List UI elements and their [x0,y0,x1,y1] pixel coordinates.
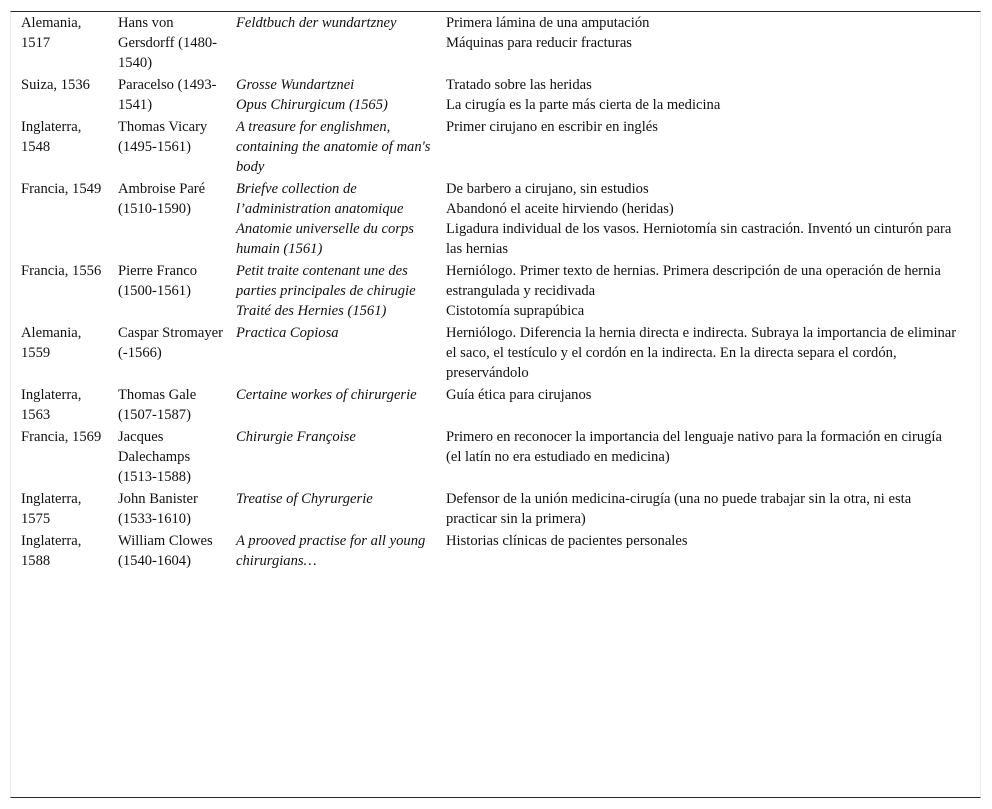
place-year-cell: Inglaterra, 1548 [21,119,82,155]
surgeon-cell: Pierre Franco (1500-1561) [118,263,198,299]
work-title: Certaine workes of chirurgerie [236,387,417,403]
works-cell [232,531,444,573]
contributions-cell [444,261,981,323]
place-year-cell: Inglaterra, 1575 [21,491,82,527]
contribution-text: Primero en reconocer la importancia del lenguaje nativo para la formación en cirugía (el latín no era estudiado en medicina) [446,429,942,465]
contributions-cell [444,323,981,385]
table-row [10,489,981,531]
work-title: Opus Chirurgicum (1565) [236,97,388,113]
works-cell [232,323,444,385]
contribution-text: Primer cirujano en escribir en inglés [446,119,658,135]
surgeon-cell: Caspar Stromayer (-1566) [118,325,223,361]
place-year-cell: Alemania, 1559 [21,325,82,361]
contributions-cell [444,385,981,427]
work-title: Anatomie universelle du corps humain (1561) [236,221,414,257]
surgeons-table [10,11,981,573]
surgeon-cell: Thomas Vicary (1495-1561) [118,119,208,155]
surgeon-cell: Thomas Gale (1507-1587) [118,387,197,423]
contribution-text: Herniólogo. Diferencia la hernia directa e indirecta. Subraya la importancia de eliminar el saco, el testículo y el cordón en la indirecta. En la directa separa el cordón, preservándolo [446,325,957,381]
work-title: Treatise of Chyrurgerie [236,491,373,507]
contributions-cell [444,117,981,179]
contributions-cell [444,179,981,261]
contributions-cell [444,427,981,489]
contributions-cell [444,531,981,573]
place-year-cell: Alemania, 1517 [21,15,82,51]
works-cell [232,75,444,117]
place-year-cell: Francia, 1556 [21,263,102,279]
work-title: A treasure for englishmen, containing the anatomie of man's body [236,119,431,175]
works-cell [232,261,444,323]
work-title: Chirurgie Françoise [236,429,356,445]
contribution-text: Defensor de la unión medicina-cirugía (una no puede trabajar sin la otra, ni esta practicar sin la primera) [446,491,912,527]
table-row [10,11,981,75]
place-year-cell: Suiza, 1536 [21,77,90,93]
contribution-text: Primera lámina de una amputación [446,15,650,31]
works-cell [232,427,444,489]
table-row [10,531,981,573]
surgeon-cell: William Clowes (1540-1604) [118,533,213,569]
contribution-text: Cistotomía suprapúbica [446,303,585,319]
table-row [10,75,981,117]
works-cell [232,489,444,531]
place-year-cell: Francia, 1549 [21,181,102,197]
works-cell [232,385,444,427]
work-title: Petit traite contenant une des parties principales de chirugie [236,263,416,299]
contributions-cell [444,489,981,531]
contribution-text: De barbero a cirujano, sin estudios [446,181,649,197]
contribution-text: La cirugía es la parte más cierta de la medicina [446,97,721,113]
contribution-text: Abandonó el aceite hirviendo (heridas) [446,201,674,217]
works-cell [232,11,444,75]
table-row [10,385,981,427]
surgeon-cell: Hans von Gersdorff (1480-1540) [118,15,218,71]
work-title: Grosse Wundartznei [236,77,355,93]
works-cell [232,179,444,261]
contribution-text: Ligadura individual de los vasos. Herniotomía sin castración. Inventó un cinturón para las hernias [446,221,952,257]
work-title: Traité des Hernies (1561) [236,303,387,319]
contribution-text: Guía ética para cirujanos [446,387,592,403]
surgeon-cell: Paracelso (1493-1541) [118,77,217,113]
place-year-cell: Inglaterra, 1588 [21,533,82,569]
surgeon-cell: Ambroise Paré (1510-1590) [118,181,206,217]
contributions-cell [444,11,981,75]
table-row [10,117,981,179]
contribution-text: Historias clínicas de pacientes personales [446,533,688,549]
work-title: A prooved practise for all young chirurgians… [236,533,426,569]
table-row [10,427,981,489]
work-title: Briefve collection de l’administration anatomique [236,181,404,217]
work-title: Feldtbuch der wundartzney [236,15,397,31]
surgeon-cell: Jacques Dalechamps (1513-1588) [118,429,191,485]
contribution-text: Herniólogo. Primer texto de hernias. Primera descripción de una operación de hernia estrangulada y recidivada [446,263,941,299]
surgeon-cell: John Banister (1533-1610) [118,491,198,527]
place-year-cell: Francia, 1569 [21,429,102,445]
table-body [10,11,981,573]
table-row [10,323,981,385]
works-cell [232,117,444,179]
contribution-text: Máquinas para reducir fracturas [446,35,632,51]
work-title: Practica Copiosa [236,325,339,341]
place-year-cell: Inglaterra, 1563 [21,387,82,423]
table-row [10,261,981,323]
contributions-cell [444,75,981,117]
contribution-text: Tratado sobre las heridas [446,77,592,93]
table-row [10,179,981,261]
